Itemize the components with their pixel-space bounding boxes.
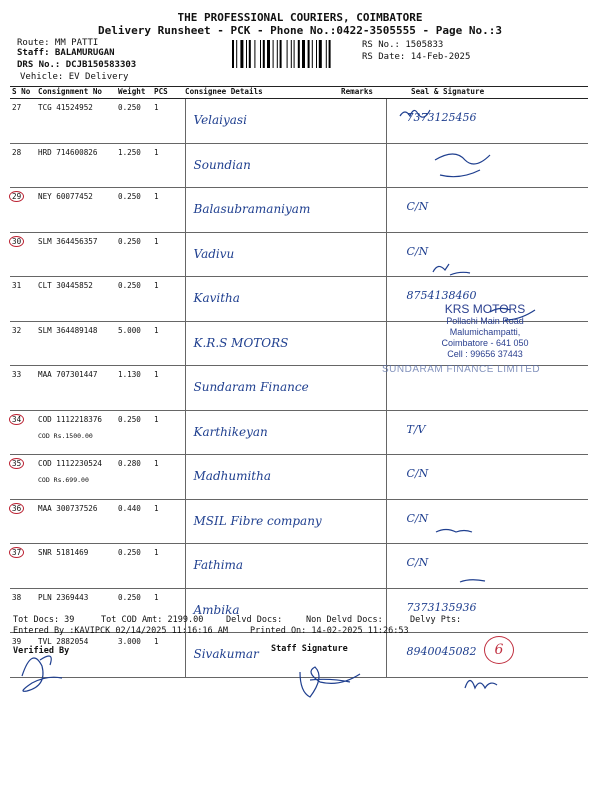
remarks	[341, 544, 386, 589]
finance-stamp: SUNDARAM FINANCE LIMITED	[382, 364, 541, 375]
consignee-name: Fathima	[193, 558, 244, 572]
serial-number	[10, 499, 38, 544]
pieces: 1	[154, 321, 185, 366]
consignment-cell	[38, 99, 118, 144]
weight: 0.250	[118, 232, 154, 277]
barcode-bar	[260, 40, 261, 68]
seal-signature	[386, 232, 588, 277]
col-weight: Weight	[118, 87, 154, 99]
barcode-bar	[302, 40, 305, 68]
consignment-number: COD 1112218376	[38, 414, 103, 424]
col-remarks: Remarks	[341, 87, 386, 99]
consignment-cell	[38, 232, 118, 277]
consignment-number: MAA 300737526	[38, 503, 98, 513]
pieces: 1	[154, 588, 185, 633]
stamp-line-3: Malumichampatti,	[449, 327, 521, 337]
remarks	[341, 455, 386, 500]
extra-initials	[465, 681, 497, 689]
barcode-bar	[240, 40, 243, 68]
serial-number-value: 32	[12, 325, 22, 335]
pieces: 1	[154, 99, 185, 144]
pieces: 1	[154, 143, 185, 188]
barcode-bar	[267, 40, 270, 68]
serial-number	[10, 544, 38, 589]
barcode-bar	[273, 40, 274, 68]
remarks	[341, 99, 386, 144]
signature-text	[387, 144, 589, 156]
pieces: 1	[154, 232, 185, 277]
signature-text: C/N	[406, 467, 429, 480]
consignee-name: Velaiyasi	[193, 113, 247, 127]
table-row	[10, 410, 588, 455]
weight: 0.250	[118, 588, 154, 633]
verified-by: Verified By	[13, 646, 70, 656]
serial-number-value: 35	[9, 458, 24, 469]
total-cod: Tot COD Amt: 2199.00	[101, 615, 204, 625]
seal-signature	[386, 99, 588, 144]
consignee-details	[185, 410, 341, 455]
signature-text: C/N	[406, 200, 429, 213]
serial-number	[10, 321, 38, 366]
barcode-bar	[329, 40, 331, 68]
consignment-cell	[38, 410, 118, 455]
consignment-number: CLT 30445852	[38, 281, 93, 290]
stamp-line-4: Coimbatore - 641 050	[441, 338, 529, 348]
consignee-details	[185, 143, 341, 188]
consignee-details	[185, 321, 341, 366]
weight: 1.130	[118, 366, 154, 411]
table-row	[10, 143, 588, 188]
consignment-number: COD 1112230524	[38, 459, 103, 468]
serial-number-value: 36	[9, 503, 24, 514]
consignment-cell	[38, 544, 118, 589]
weight: 0.440	[118, 499, 154, 544]
signature-text: C/N	[406, 556, 429, 569]
weight: 5.000	[118, 321, 154, 366]
consignment-number: SLM 364489148	[38, 325, 98, 335]
table-row	[10, 99, 588, 144]
cod-amount: COD Rs.1500.00	[38, 431, 93, 440]
remarks	[341, 188, 386, 233]
pieces: 1	[154, 455, 185, 500]
consignee-details	[185, 544, 341, 589]
seal-signature	[386, 143, 588, 188]
weight: 1.250	[118, 143, 154, 188]
serial-number-value: 37	[9, 547, 24, 558]
serial-number-value: 33	[12, 370, 22, 379]
signature-text: 7373125456	[406, 111, 477, 124]
seal-signature	[386, 410, 588, 455]
seal-signature	[386, 588, 588, 633]
consignee-name: Balasubramaniyam	[193, 202, 311, 216]
barcode-bar	[246, 40, 247, 68]
document-title: THE PROFESSIONAL COURIERS, COIMBATORE	[177, 11, 423, 24]
table-row	[10, 499, 588, 544]
remarks	[341, 499, 386, 544]
stamp-line-1: KRS MOTORS	[444, 302, 526, 316]
consignment-number: TVL 2882054	[38, 637, 89, 646]
consignee-name: MSIL Fibre company	[193, 513, 322, 528]
pieces: 1	[154, 277, 185, 322]
rs-number: RS No.: 1505833	[362, 40, 444, 50]
serial-number	[10, 455, 38, 500]
consignment-number: TCG 41524952	[38, 103, 93, 112]
consignment-cell	[38, 366, 118, 411]
consignee-details	[185, 499, 341, 544]
barcode-bar	[232, 40, 234, 68]
route: Route: MM PATTI	[17, 38, 99, 48]
document-subtitle: Delivery Runsheet - PCK - Phone No.:0422-3505555 - Page No.:3	[98, 24, 502, 37]
barcode-bar	[298, 40, 300, 68]
barcode-bar	[254, 40, 255, 68]
consignee-details	[185, 455, 341, 500]
consignee-details	[185, 366, 341, 411]
consignment-number: SLM 364456357	[38, 236, 98, 246]
entered-by: Entered By :KAVIPCK 02/14/2025 11:16:16 AM	[13, 626, 228, 636]
table-header	[10, 87, 588, 99]
consignment-number: NEY 60077452	[38, 192, 93, 201]
rs-date: RS Date: 14-Feb-2025	[362, 52, 471, 62]
signature-text: 7373135936	[406, 600, 477, 614]
remarks	[341, 277, 386, 322]
delivery-points: Delvy Pts:	[410, 615, 462, 625]
stamp-line-2: Pollachi Main Road	[446, 316, 524, 326]
consignment-cell	[38, 188, 118, 233]
serial-number-value: 30	[9, 236, 24, 247]
barcode-bar	[236, 40, 237, 68]
runsheet-table	[10, 86, 588, 678]
vehicle: Vehicle: EV Delivery	[20, 72, 129, 82]
barcode-bar	[249, 40, 251, 68]
barcode-bar	[312, 40, 313, 68]
barcode-bar	[308, 40, 310, 68]
circled-count: 6	[484, 636, 514, 664]
consignment-cell	[38, 277, 118, 322]
staff: Staff: BALAMURUGAN	[17, 48, 115, 58]
col-consignee: Consignee Details	[185, 87, 341, 99]
consignee-name: Madhumitha	[193, 469, 272, 483]
serial-number	[10, 188, 38, 233]
remarks	[341, 410, 386, 455]
consignee-details	[185, 188, 341, 233]
consignee-details	[185, 232, 341, 277]
barcode-bar	[291, 40, 292, 68]
seal-signature	[386, 455, 588, 500]
seal-signature	[386, 499, 588, 544]
col-consignment: Consignment No	[38, 87, 118, 99]
barcode-bar	[277, 40, 278, 68]
consignment-cell	[38, 499, 118, 544]
remarks	[341, 143, 386, 188]
signature-text: C/N	[406, 511, 429, 525]
col-sno: S No	[10, 87, 38, 99]
serial-number-value: 31	[12, 281, 22, 290]
serial-number	[10, 277, 38, 322]
consignee-details	[185, 633, 341, 678]
table-row	[10, 232, 588, 277]
signature-text: 8754138460	[406, 289, 477, 302]
serial-number	[10, 232, 38, 277]
barcode	[232, 40, 357, 68]
table-row	[10, 455, 588, 500]
krs-motors-stamp	[400, 302, 570, 360]
stamp-line-5: Cell : 99656 37443	[447, 349, 523, 359]
weight: 0.250	[118, 99, 154, 144]
signature-text: C/N	[406, 244, 429, 258]
cod-amount: COD Rs.699.00	[38, 476, 89, 484]
barcode-bar	[326, 40, 327, 68]
consignment-cell	[38, 321, 118, 366]
seal-signature	[386, 188, 588, 233]
total-docs: Tot Docs: 39	[13, 615, 75, 625]
consignee-name: Sivakumar	[193, 647, 259, 661]
consignee-name: Sundaram Finance	[193, 380, 309, 394]
signature-text: T/V	[406, 422, 426, 436]
consignee-details	[185, 277, 341, 322]
pieces: 1	[154, 410, 185, 455]
remarks	[341, 232, 386, 277]
barcode-bar	[294, 40, 295, 68]
serial-number	[10, 99, 38, 144]
pieces: 1	[154, 544, 185, 589]
col-pcs: PCS	[154, 87, 185, 99]
consignment-number: PLN 2369443	[38, 592, 89, 602]
remarks	[341, 366, 386, 411]
seal-signature	[386, 544, 588, 589]
serial-number-value: 38	[12, 592, 22, 602]
consignment-number: MAA 707301447	[38, 370, 98, 379]
pieces: 1	[154, 633, 185, 678]
serial-number-value: 39	[12, 637, 22, 646]
remarks	[341, 321, 386, 366]
weight: 0.250	[118, 544, 154, 589]
serial-number	[10, 143, 38, 188]
non-delivered-docs: Non Delvd Docs:	[306, 615, 383, 625]
table-row	[10, 188, 588, 233]
barcode-bar	[316, 40, 317, 68]
weight: 3.000	[118, 633, 154, 678]
consignment-cell	[38, 455, 118, 500]
consignee-name: Soundian	[193, 157, 251, 172]
signature-text: 8940045082	[406, 645, 477, 658]
pieces: 1	[154, 499, 185, 544]
drs-number: DRS No.: DCJB150583303	[17, 60, 137, 70]
consignee-name: Karthikeyan	[193, 424, 268, 439]
barcode-bar	[280, 40, 282, 68]
serial-number	[10, 410, 38, 455]
barcode-bar	[263, 40, 265, 68]
table-row	[10, 544, 588, 589]
printed-on: Printed On: 14-02-2025 11:26:53	[250, 626, 409, 636]
remarks	[341, 633, 386, 678]
consignee-name: K.R.S MOTORS	[193, 335, 289, 350]
consignee-name: Kavitha	[193, 291, 240, 305]
serial-number-value: 28	[12, 147, 22, 157]
delivered-docs: Delvd Docs:	[226, 615, 283, 625]
staff-signature-label: Staff Signature	[271, 644, 348, 654]
serial-number-value: 29	[9, 191, 24, 202]
weight: 0.280	[118, 455, 154, 500]
serial-number	[10, 366, 38, 411]
consignment-number: SNR 5181469	[38, 548, 89, 557]
consignment-number: HRD 714600826	[38, 147, 98, 157]
barcode-bar	[287, 40, 288, 68]
weight: 0.250	[118, 277, 154, 322]
serial-number-value: 34	[9, 414, 24, 425]
consignee-name: Vadivu	[193, 246, 235, 261]
pieces: 1	[154, 366, 185, 411]
serial-number-value: 27	[12, 103, 22, 112]
weight: 0.250	[118, 410, 154, 455]
weight: 0.250	[118, 188, 154, 233]
consignment-cell	[38, 143, 118, 188]
consignee-name: Ambika	[193, 602, 240, 617]
barcode-bar	[319, 40, 322, 68]
pieces: 1	[154, 188, 185, 233]
consignee-details	[185, 99, 341, 144]
col-seal: Seal & Signature	[386, 87, 588, 99]
